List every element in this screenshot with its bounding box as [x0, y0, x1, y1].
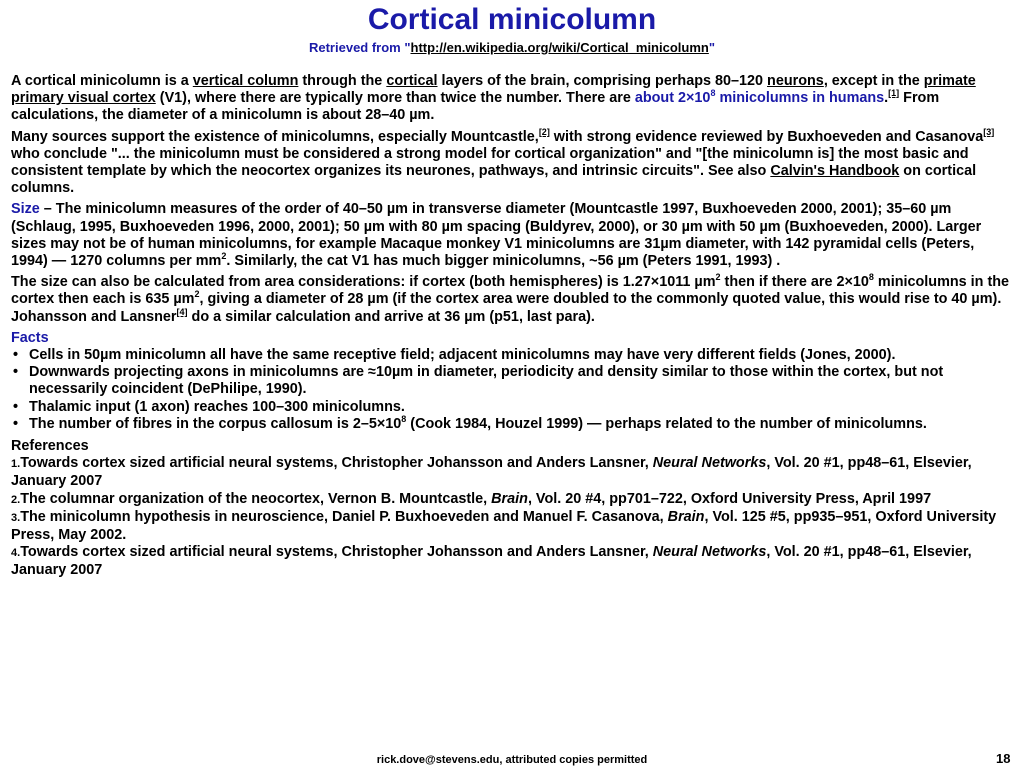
link-minicolumns-text-b: minicolumns in humans: [715, 90, 885, 107]
area-text-2: then if there are 2×10: [720, 274, 869, 291]
area-text-3: minicolumns in the cortex then each is 635 µm: [11, 274, 1010, 308]
reference-number: 3.: [11, 511, 21, 524]
area-sup-3: 2: [194, 289, 200, 300]
area-paragraph: [11, 274, 1011, 326]
citation-1-link[interactable]: [1]: [888, 88, 900, 99]
reference-item: [11, 544, 1011, 579]
support-text-2: with strong evidence reviewed by Buxhoeveden and Casanova: [549, 128, 984, 145]
reference-item: [11, 491, 1011, 509]
citation-2-link[interactable]: [2]: [538, 126, 550, 137]
fact-text-4a: The number of fibres in the corpus callosum is 2–5×10: [29, 415, 402, 432]
reference-journal: Neural Networks: [652, 455, 767, 472]
link-calvins-handbook[interactable]: Calvin's Handbook: [770, 163, 900, 180]
citation-3-link[interactable]: [3]: [983, 126, 995, 137]
citation-4-link[interactable]: [4]: [176, 306, 188, 317]
size-text-1: – The minicolumn measures of the order of 40–50 µm in transverse diameter (Mountcastle 1997, Buxhoeveden 2000, 2001); 35–60 µm (Schlaug, 1995, Buxhoeveden 1996, 2000, 2001); 50 µm with 80 µm spacing (Buldyrev, 2000), or 30 µm with 50 µm (Buxhoeveden, 2000). Larger sizes may not be of human minicolumns, for example Macaque monkey V1 minicolumns are 31µm diameter, with 142 pyramidal cells (Peters, 1994) — 1270 columns per mm: [11, 201, 982, 270]
facts-heading: Facts: [11, 329, 49, 346]
link-vertical-column[interactable]: vertical column: [192, 73, 299, 89]
link-minicolumns-text-a: about 2×10: [634, 90, 711, 107]
retrieved-from-line: [0, 40, 1024, 56]
reference-item: [11, 509, 1011, 544]
intro-text-2: through the: [298, 73, 387, 89]
fact-text-3: Thalamic input (1 axon) reaches 100–300 minicolumns.: [29, 398, 405, 415]
size-text-2: . Similarly, the cat V1 has much bigger minicolumns, ~56 µm (Peters 1991, 1993) .: [226, 253, 781, 270]
link-minicolumns-sup: 8: [710, 88, 716, 99]
fact-text-1: Cells in 50µm minicolumn all have the same receptive field; adjacent minicolumns may have very different fields (Jones, 2000).: [29, 347, 896, 364]
list-item: [11, 347, 1011, 364]
area-sup-1: 2: [715, 272, 721, 283]
reference-details: , Vol. 20 #4, pp701–722, Oxford University Press, April 1997: [527, 490, 932, 507]
size-sup: 2: [221, 251, 227, 262]
bullet-icon: •: [13, 347, 19, 364]
reference-number: 1.: [11, 458, 21, 471]
reference-journal: Brain: [667, 508, 705, 525]
support-paragraph: [11, 126, 1011, 198]
link-neurons[interactable]: neurons: [767, 73, 824, 89]
reference-journal: Brain: [491, 490, 528, 507]
fact-4-sup: 8: [401, 414, 407, 425]
bullet-icon: •: [13, 415, 19, 432]
reference-text: Towards cortex sized artificial neural systems, Christopher Johansson and Anders Lansner,: [20, 455, 653, 472]
reference-text: Towards cortex sized artificial neural systems, Christopher Johansson and Anders Lansner,: [20, 544, 653, 561]
reference-text: The columnar organization of the neocortex, Vernon B. Mountcastle,: [20, 490, 492, 507]
retrieved-suffix: ": [708, 40, 716, 55]
bullet-icon: •: [13, 398, 19, 415]
retrieved-prefix: Retrieved from ": [308, 40, 411, 55]
page-number: 18: [996, 751, 1011, 766]
link-primary-visual-cortex[interactable]: primary visual cortex: [11, 90, 156, 107]
reference-number: 2.: [11, 493, 21, 506]
reference-text: The minicolumn hypothesis in neuroscience, Daniel P. Buxhoeveden and Manuel F. Casanova,: [20, 508, 668, 525]
support-text-4: on cortical columns.: [11, 163, 977, 197]
list-item: [11, 399, 1011, 416]
intro-text-3: layers of the brain, comprising perhaps 80–120: [437, 73, 768, 89]
reference-details: , Vol. 20 #1, pp48–61, Elsevier, January 2007: [11, 544, 972, 579]
link-primate[interactable]: primate: [923, 73, 976, 89]
source-url-link[interactable]: http://en.wikipedia.org/wiki/Cortical_minicolumn: [410, 40, 709, 55]
size-heading: Size: [11, 201, 40, 218]
references-heading: References: [11, 438, 89, 455]
list-item: [11, 364, 1011, 398]
facts-list: [11, 347, 1011, 433]
fact-text-2: Downwards projecting axons in minicolumns are ≈10µm in diameter, periodicity and density similar to those within the cortex, but not necessarily coincident (DePhilipe, 1990).: [29, 364, 944, 398]
intro-text-1: A cortical minicolumn is a: [11, 73, 193, 89]
link-cortical[interactable]: cortical: [386, 73, 438, 89]
support-text-3: who conclude "... the minicolumn must be considered a strong model for cortical organization" and "[the minicolumn is] the most basic and consistent template by which the neocortex organizes its neurones, pathways, and intrinsic circuits". See also: [11, 145, 969, 180]
area-text-5: do a similar calculation and arrive at 36 µm (p51, last para).: [187, 308, 595, 325]
bullet-icon: •: [13, 364, 19, 381]
area-text-4: , giving a diameter of 28 µm (if the cortex area were doubled to the commonly quoted value, this would rise to 40 µm). Johansson and Lansner: [11, 291, 1002, 325]
page-title: Cortical minicolumn: [367, 3, 657, 36]
reference-journal: Neural Networks: [652, 544, 767, 561]
fact-text-4b: (Cook 1984, Houzel 1999) — perhaps related to the number of minicolumns.: [406, 415, 927, 432]
references-list: [11, 455, 1011, 579]
size-paragraph: [11, 201, 1011, 270]
footer-attribution: rick.dove@stevens.edu, attributed copies permitted: [376, 754, 648, 766]
reference-item: [11, 455, 1011, 490]
intro-text-7: From calculations, the diameter of a minicolumn is about 28–40 µm.: [11, 90, 940, 124]
list-item: [11, 416, 1011, 433]
intro-text-4: , except in the: [823, 73, 924, 89]
article-body: [11, 73, 1011, 580]
reference-details: , Vol. 20 #1, pp48–61, Elsevier, January 2007: [11, 455, 972, 490]
intro-paragraph: [11, 73, 1011, 125]
reference-number: 4.: [11, 547, 21, 560]
link-minicolumns-in-humans[interactable]: [635, 90, 884, 106]
area-text-1: The size can also be calculated from area considerations: if cortex (both hemispheres) is 1.27×1011 µm: [11, 274, 716, 291]
intro-period: .: [884, 90, 889, 107]
reference-details: , Vol. 125 #5, pp935–951, Oxford University Press, May 2002.: [11, 508, 997, 544]
intro-text-6: (V1), where there are typically more than twice the number. There are: [155, 90, 635, 107]
area-sup-2: 8: [868, 272, 874, 283]
support-text-1: Many sources support the existence of minicolumns, especially Mountcastle,: [11, 128, 539, 145]
